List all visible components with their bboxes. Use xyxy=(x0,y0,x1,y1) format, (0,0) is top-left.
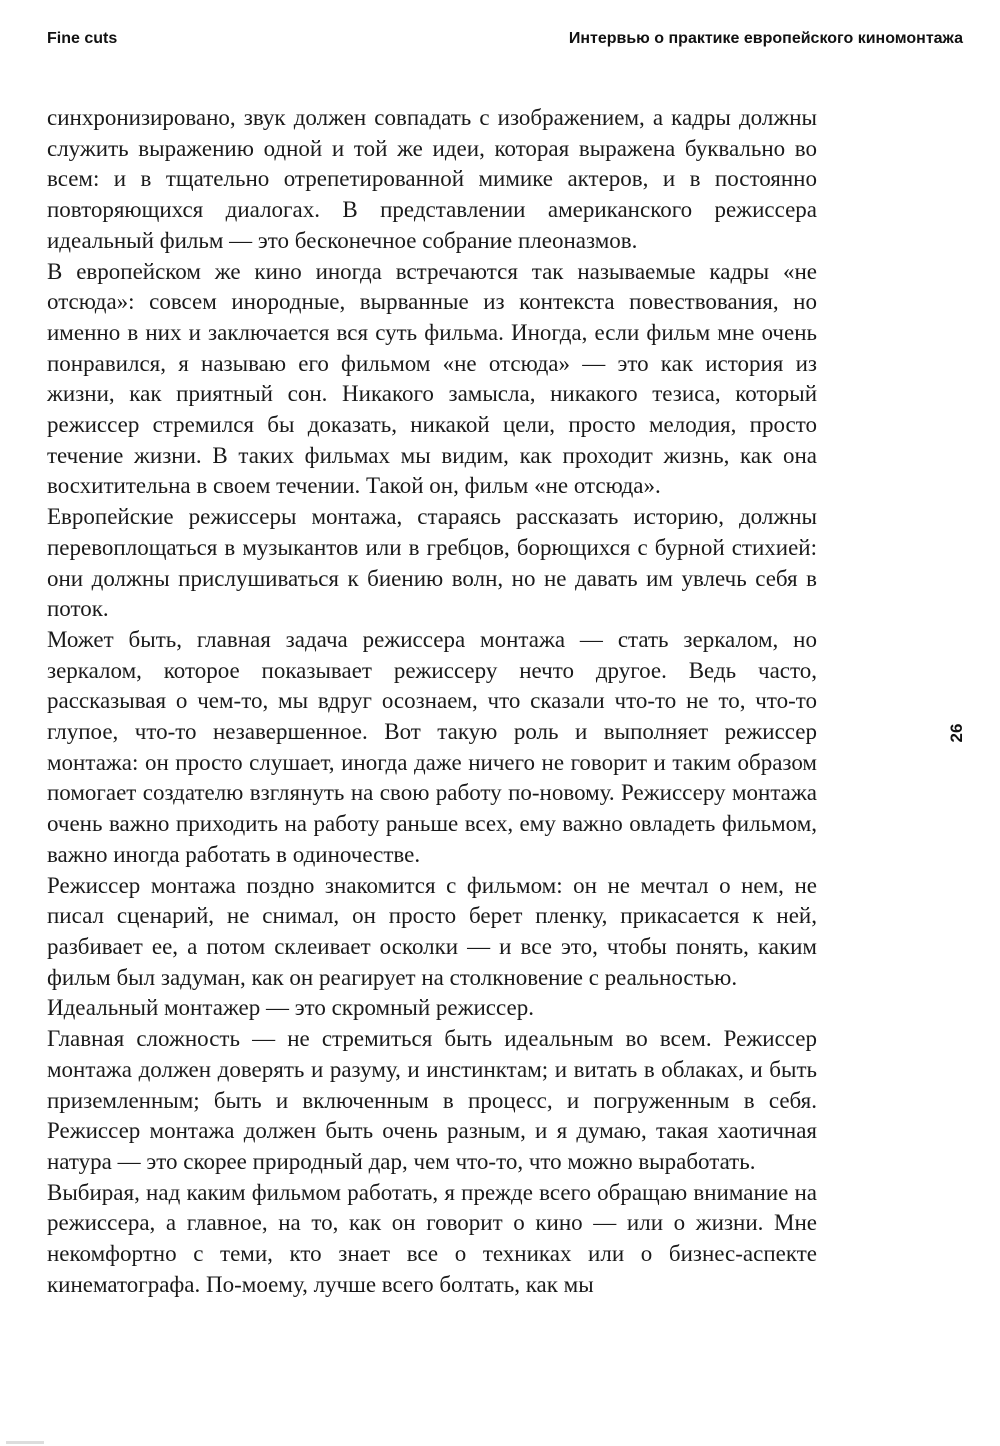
paragraph: В европейском же кино иногда встречаются так называемые кадры «не отсюда»: совсем инородные, вырванные из контекста повествования, но именно в них и заключается вся суть фильма. Иногда, если фильм мне очень понравился, я называю его фильмом «не отсюда» — это как история из жизни, как приятный сон. Никакого замысла, никакого тезиса, который режиссер стремился бы доказать, никакой цели, просто мелодия, просто течение жизни. В таких фильмах мы видим, как проходит жизнь, как она восхитительна в своем течении. Такой он, фильм «не отсюда». xyxy=(47,258,817,499)
page-number: 26 xyxy=(947,723,966,743)
paragraph: Режиссер монтажа поздно знакомится с фильмом: он не мечтал о нем, не писал сценарий, не снимал, он просто берет пленку, прикасается к ней, разбивает ее, а потом склеивает осколки — и все это, чтобы понять, каким фильм был задуман, как он реагирует на столкновение с реальностью. xyxy=(47,872,817,990)
paragraph: Может быть, главная задача режиссера монтажа — стать зеркалом, но зеркалом, которое показывает режиссеру нечто другое. Ведь часто, рассказывая о чем-то, мы вдруг осознаем, что сказали что-то не то, что-то глупое, что-то незавершенное. Вот такую роль и выполняет режиссер монтажа: он просто слушает, иногда даже ничего не говорит и таким образом помогает создателю взглянуть на свою работу по-новому. Режиссеру монтажа очень важно приходить на работу раньше всех, ему важно овладеть фильмом, важно иногда работать в одиночестве. xyxy=(47,626,817,867)
body-text xyxy=(47,103,817,1300)
paragraph: Главная сложность — не стремиться быть идеальным во всем. Режиссер монтажа должен доверять и разуму, и инстинктам; и витать в облаках, и быть приземленным; быть и включенным в процесс, и погруженным в себя. Режиссер монтажа должен быть очень разным, и я думаю, такая хаотичная натура — это скорее природный дар, чем что-то, что можно выработать. xyxy=(47,1026,817,1174)
paragraph: синхронизировано, звук должен совпадать с изображением, а кадры должны служить выражению одной и той же идеи, которая выражена буквально во всем: и в тщательно отрепетированной мимике актеров, и в постоянно повторяющихся диалогах. В представлении американского режиссера идеальный фильм — это бесконечное собрание плеоназмов. xyxy=(47,105,817,253)
paragraph: Европейские режиссеры монтажа, стараясь рассказать историю, должны перевоплощаться в музыкантов или в гребцов, борющихся с бурной стихией: они должны прислушиваться к биению волн, но не давать им увлечь себя в поток. xyxy=(47,504,817,622)
running-header xyxy=(47,30,963,56)
book-title: Fine cuts xyxy=(47,30,118,47)
paragraph: Идеальный монтажер — это скромный режиссер. xyxy=(47,995,534,1021)
scan-artifact xyxy=(6,1441,44,1444)
chapter-title: Интервью о практике европейского киномонтажа xyxy=(568,30,963,47)
paragraph: Выбирая, над каким фильмом работать, я прежде всего обращаю внимание на режиссера, а главное, на то, как он говорит о кино — или о жизни. Мне некомфортно с теми, кто знает все о техниках или о бизнес-аспекте кинематографа. По-моему, лучше всего болтать, как мы xyxy=(47,1179,817,1297)
